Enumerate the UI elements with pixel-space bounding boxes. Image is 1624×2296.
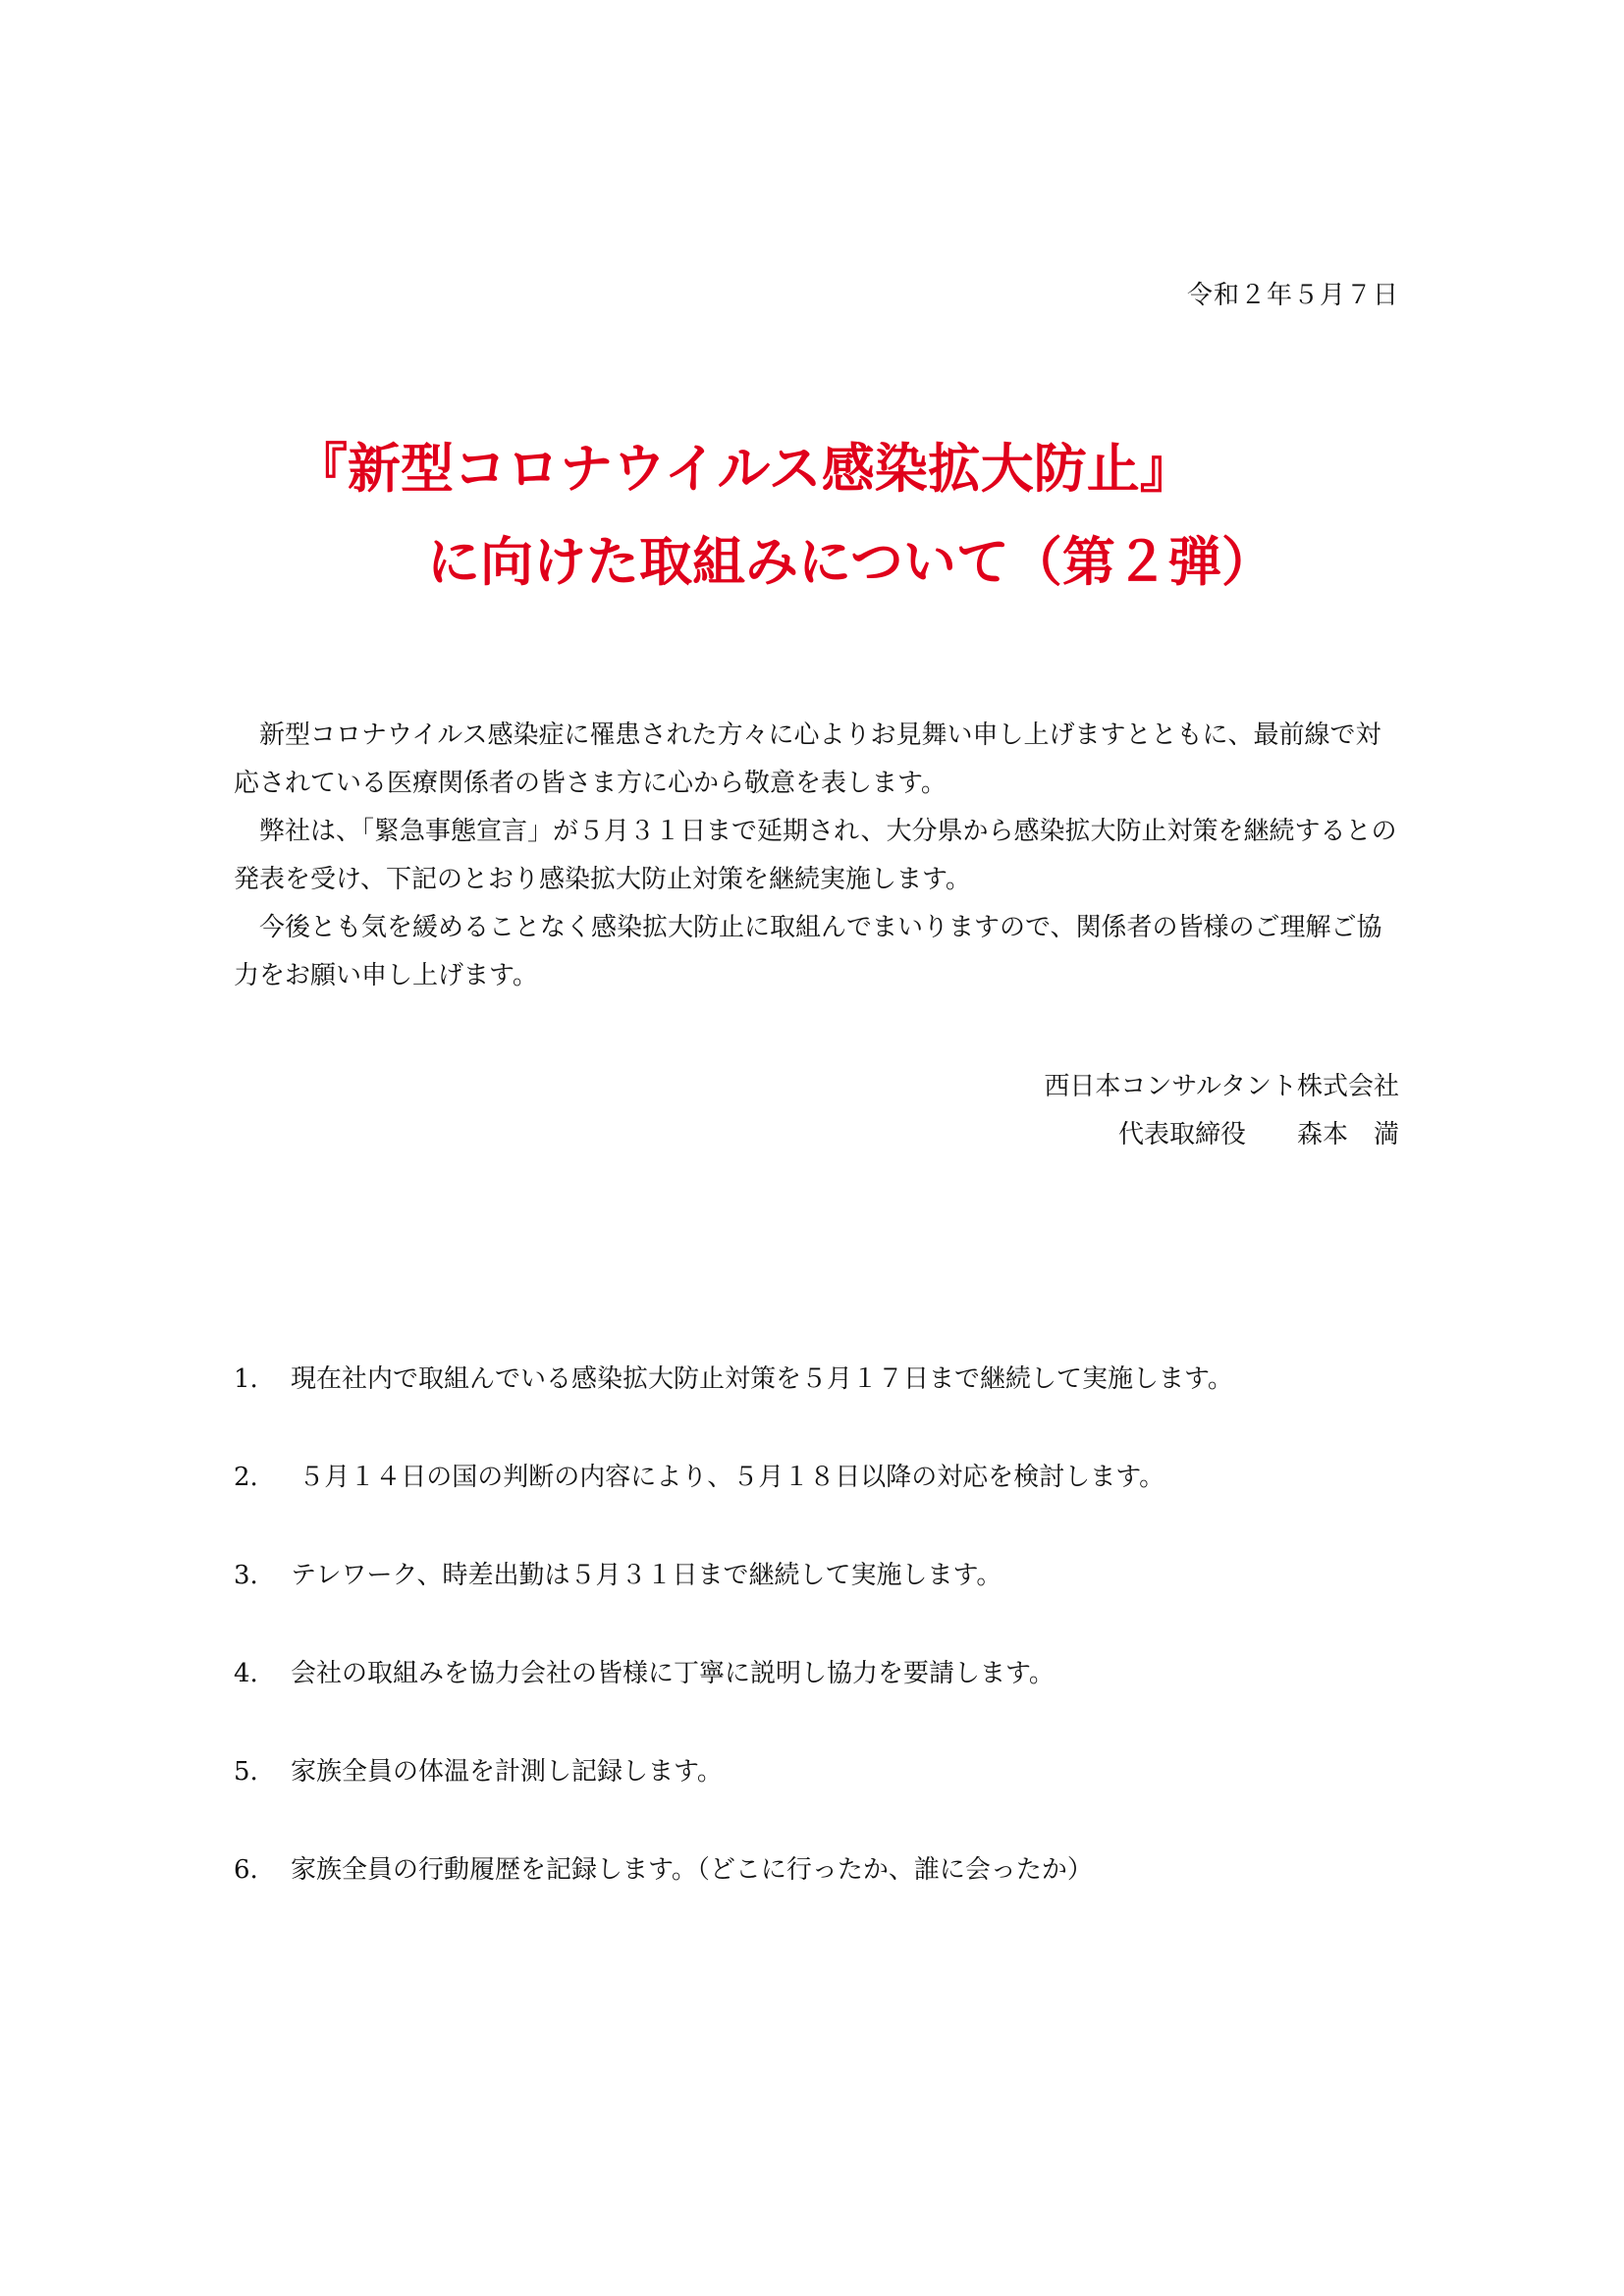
list-item-text: 会社の取組みを協力会社の皆様に丁寧に説明し協力を要請します。 <box>291 1659 1055 1688</box>
document-date: 令和２年５月７日 <box>1186 281 1399 310</box>
title-line-1: 『新型コロナウイルス感染拡大防止』 <box>295 437 1193 500</box>
list-item-number: 2. <box>234 1463 258 1492</box>
list-item-number: 3. <box>234 1561 258 1590</box>
list-item <box>234 1556 1412 1654</box>
list-item-text: 家族全員の行動履歴を記録します。（どこに行ったか、誰に会ったか） <box>291 1855 1093 1885</box>
list-item-number: 5. <box>234 1757 258 1787</box>
list-item-text: 現在社内で取組んでいる感染拡大防止対策を５月１７日まで継続して実施します。 <box>291 1364 1233 1394</box>
signature-block <box>1044 1063 1399 1159</box>
list-item <box>234 1752 1412 1850</box>
list-item-text: ５月１４日の国の判断の内容により、５月１８日以降の対応を検討します。 <box>291 1463 1165 1492</box>
document-title <box>295 422 1375 609</box>
list-item-number: 6. <box>234 1855 258 1885</box>
body-paragraph-3: 今後とも気を緩めることなく感染拡大防止に取組んでまいりますので、関係者の皆様のご理解ご協力をお願い申し上げます。 <box>234 913 1382 990</box>
list-item <box>234 1654 1412 1752</box>
measures-list <box>234 1360 1412 1949</box>
representative-name: 代表取締役 森本 満 <box>1117 1120 1399 1149</box>
company-name: 西日本コンサルタント株式会社 <box>1044 1072 1399 1101</box>
list-item-number: 4. <box>234 1659 258 1688</box>
title-line-2: に向けた取組みについて（第２弾） <box>427 530 1274 593</box>
list-item <box>234 1850 1412 1949</box>
list-item <box>234 1360 1412 1458</box>
list-item-text: 家族全員の体温を計測し記録します。 <box>291 1757 723 1787</box>
message-body <box>234 712 1402 1000</box>
list-item-number: 1. <box>234 1364 258 1394</box>
list-item <box>234 1458 1412 1556</box>
list-item-text: テレワーク、時差出勤は５月３１日まで継続して実施します。 <box>291 1561 1002 1590</box>
body-paragraph-2: 弊社は、「緊急事態宣言」が５月３１日まで延期され、大分県から感染拡大防止対策を継続するとの発表を受け、下記のとおり感染拡大防止対策を継続実施します。 <box>234 817 1397 894</box>
body-paragraph-1: 新型コロナウイルス感染症に罹患された方々に心よりお見舞い申し上げますとともに、最前線で対応されている医療関係者の皆さま方に心から敬意を表します。 <box>234 721 1381 798</box>
